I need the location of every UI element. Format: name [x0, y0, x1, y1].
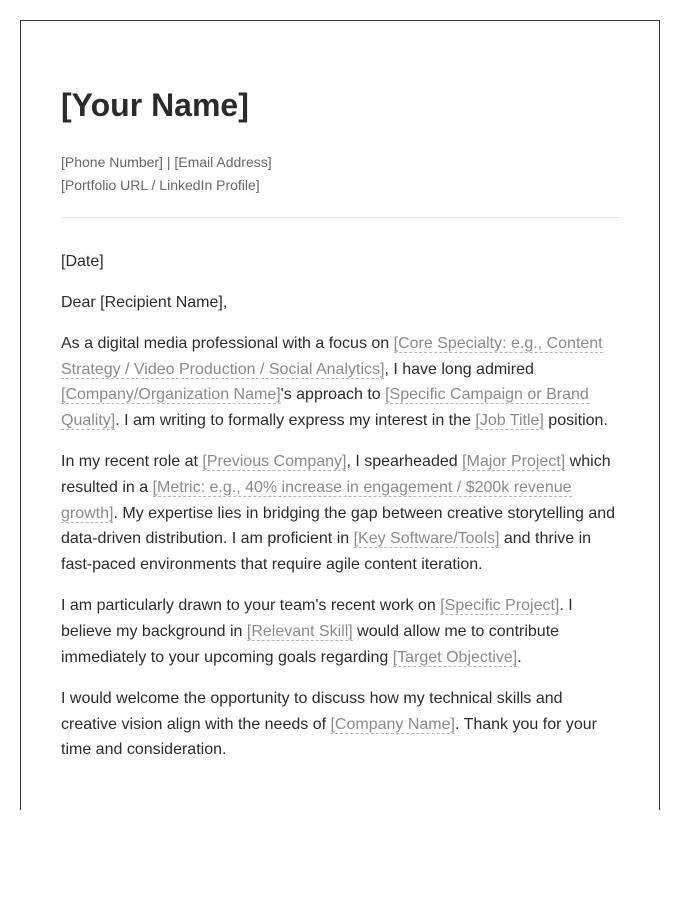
text: . Thank you for your time and consideration.: [61, 715, 597, 759]
text: . My expertise lies in bridging the gap between creative storytelling and data-driven distribution. I am proficient in: [61, 504, 616, 548]
placeholder-job-title: [Job Title]: [475, 411, 544, 429]
text: . I believe my background in: [61, 597, 573, 640]
text: position.: [543, 411, 608, 429]
text: which resulted in a: [61, 453, 611, 496]
placeholder-company-name: [Company Name]: [330, 715, 455, 733]
placeholder-major-project: [Major Project]: [462, 453, 566, 471]
contact-line-1: [61, 151, 621, 174]
letter-date: [Date]: [61, 253, 104, 270]
paragraph-interest: [61, 593, 621, 670]
text: would allow me to contribute immediately to your upcoming goals regarding: [61, 622, 560, 666]
paragraph-experience: [61, 449, 621, 577]
text: In my recent role at: [61, 453, 203, 471]
text: and thrive in fast-paced environments that require agile content iteration.: [61, 530, 592, 573]
text: I am particularly drawn to your team's recent work on: [61, 597, 441, 615]
paragraph-intro: [61, 331, 621, 433]
placeholder-core-specialty: [Core Specialty: e.g., Content Strategy / Video Production / Social Analytics]: [61, 335, 603, 378]
phone-placeholder: [Phone Number]: [61, 154, 163, 170]
placeholder-company-organization: [Company/Organization Name]: [61, 386, 281, 404]
placeholder-target-objective: [Target Objective]: [392, 648, 518, 666]
letter-page: [20, 20, 660, 810]
sender-name: [Your Name]: [61, 87, 249, 123]
placeholder-metric: [Metric: e.g., 40% increase in engagement / $200k revenue growth]: [61, 478, 572, 522]
letter-content: [61, 85, 621, 779]
text: I would welcome the opportunity to discuss how my technical skills and creative vision align with the needs of: [61, 690, 563, 733]
contact-separator: |: [162, 154, 175, 170]
placeholder-previous-company: [Previous Company]: [202, 453, 347, 471]
portfolio-placeholder: [Portfolio URL / LinkedIn Profile]: [61, 177, 260, 193]
placeholder-campaign-quality: [Specific Campaign or Brand Quality]: [61, 386, 589, 429]
text: , I spearheaded: [346, 453, 463, 471]
text: .: [517, 648, 522, 666]
placeholder-specific-project: [Specific Project]: [440, 597, 560, 615]
email-placeholder: [Email Address]: [174, 154, 272, 170]
paragraph-closing: [61, 686, 621, 763]
placeholder-software-tools: [Key Software/Tools]: [353, 530, 500, 548]
text: As a digital media professional with a focus on: [61, 335, 394, 352]
text: , I have long admired: [384, 360, 534, 378]
text: 's approach to: [280, 386, 386, 404]
text: . I am writing to formally express my interest in the: [115, 411, 476, 429]
placeholder-relevant-skill: [Relevant Skill]: [246, 622, 353, 640]
salutation: Dear [Recipient Name],: [61, 294, 228, 311]
header-divider: [61, 217, 621, 218]
contact-block: [61, 151, 621, 197]
